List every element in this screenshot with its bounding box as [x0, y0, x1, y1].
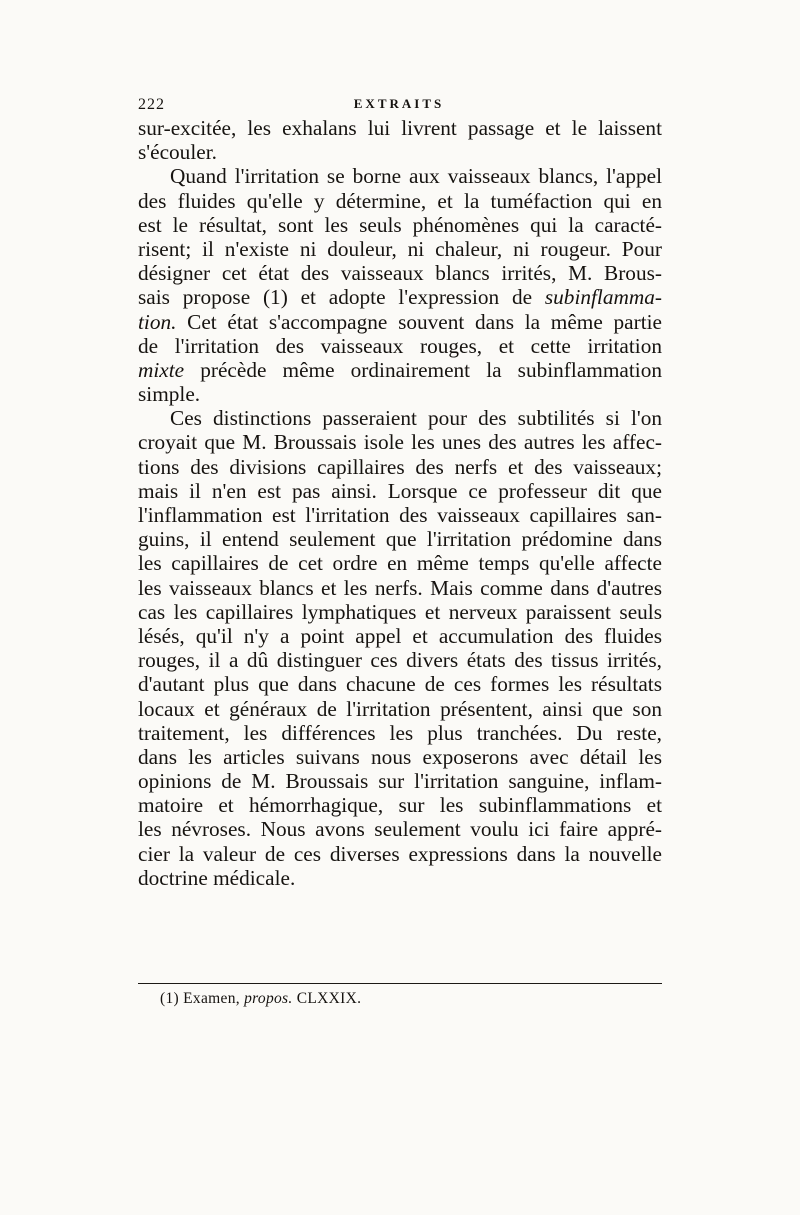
line-text: Ces distinctions passeraient pour des subtilités si l'on [170, 406, 662, 431]
italic-term: tion. [138, 309, 177, 334]
text-line [138, 382, 662, 406]
text-line [138, 285, 662, 309]
line-text: risent; il n'existe ni douleur, ni chaleur, ni rougeur. Pour [138, 236, 662, 261]
line-text: sur-excitée, les exhalans lui livrent passage et le laissent [138, 116, 662, 140]
text-line [138, 527, 662, 551]
line-text: doctrine médicale. [138, 865, 296, 890]
italic-term: mixte [138, 357, 185, 382]
text-line [138, 503, 662, 527]
text-line [138, 624, 662, 648]
line-text: de l'irritation des vaisseaux rouges, et cette irritation [138, 333, 662, 358]
italic-term: subinflamma- [544, 285, 662, 310]
line-text: dans les articles suivans nous exposerons avec détail les [138, 744, 662, 769]
line-text: les capillaires de cet ordre en même temps qu'elle affecte [138, 551, 662, 576]
text-line [138, 116, 662, 140]
line-text: des fluides qu'elle y détermine, et la tuméfaction qui en [138, 188, 662, 213]
text-line [138, 576, 662, 600]
line-text: cas les capillaires lymphatiques et nerveux paraissent seuls [138, 599, 662, 624]
text-line [138, 600, 662, 624]
text-line [138, 455, 662, 479]
text-line [138, 745, 662, 769]
line-text: sais propose (1) et adopte l'expression de [138, 285, 545, 310]
line-text: locaux et généraux de l'irritation présentent, ainsi que son [138, 696, 662, 721]
text-line [138, 721, 662, 745]
line-text: les vaisseaux blancs et les nerfs. Mais comme dans d'autres [138, 575, 662, 600]
text-line [138, 697, 662, 721]
line-text: matoire et hémorrhagique, sur les subinflammations et [138, 793, 662, 818]
line-text: s'écouler. [138, 140, 217, 165]
line-text: d'autant plus que dans chacune de ces formes les résultats [138, 672, 662, 697]
line-text: traitement, les différences les plus tranchées. Du reste, [138, 720, 662, 745]
text-line [138, 817, 662, 841]
line-text: précède même ordinairement la subinflammation [184, 357, 662, 382]
text-line [138, 793, 662, 817]
footnote-text: Examen, [178, 990, 245, 1007]
footnote-tail: CLXXIX. [292, 990, 362, 1007]
page-number: 222 [138, 96, 165, 113]
text-line [138, 551, 662, 575]
line-text: rouges, il a dû distinguer ces divers états des tissus irrités, [138, 648, 662, 673]
line-text: mais il n'en est pas ainsi. Lorsque ce professeur dit que [138, 478, 662, 503]
line-text: tions des divisions capillaires des nerfs et des vaisseaux; [138, 454, 662, 479]
text-line [138, 237, 662, 261]
line-text: désigner cet état des vaisseaux blancs irrités, M. Brous- [138, 261, 662, 286]
text-line [138, 164, 662, 188]
footnote-marker: (1) [160, 990, 179, 1007]
text-line [138, 213, 662, 237]
line-text: Quand l'irritation se borne aux vaisseaux blancs, l'appel [170, 164, 662, 189]
line-text: lésés, qu'il n'y a point appel et accumulation des fluides [138, 623, 662, 648]
line-text: simple. [138, 382, 201, 407]
body-text [138, 116, 662, 890]
footnote-rule [138, 983, 662, 984]
running-head: EXTRAITS [353, 96, 445, 111]
text-line [138, 672, 662, 696]
text-line [138, 261, 662, 285]
text-line [138, 648, 662, 672]
text-line [138, 334, 662, 358]
line-text: croyait que M. Broussais isole les unes des autres les affec- [138, 430, 662, 455]
line-text: les névroses. Nous avons seulement voulu ici faire appré- [138, 817, 662, 842]
text-line [138, 769, 662, 793]
line-text: opinions de M. Broussais sur l'irritation sanguine, inflam- [138, 769, 662, 794]
footnote [160, 990, 361, 1008]
text-line [138, 406, 662, 430]
text-line [138, 430, 662, 454]
text-line [138, 310, 662, 334]
line-text: Cet état s'accompagne souvent dans la même partie [176, 309, 662, 334]
text-line [138, 866, 662, 890]
line-text: est le résultat, sont les seuls phénomènes qui la caracté- [138, 212, 662, 237]
text-line [138, 479, 662, 503]
text-line [138, 358, 662, 382]
footnote-italic: propos. [244, 990, 293, 1007]
line-text: cier la valeur de ces diverses expressions dans la nouvelle [138, 841, 662, 866]
line-text: guins, il entend seulement que l'irritation prédomine dans [138, 527, 662, 552]
line-text: l'inflammation est l'irritation des vaisseaux capillaires san- [138, 503, 662, 527]
text-line [138, 140, 662, 164]
text-line [138, 189, 662, 213]
text-line [138, 842, 662, 866]
